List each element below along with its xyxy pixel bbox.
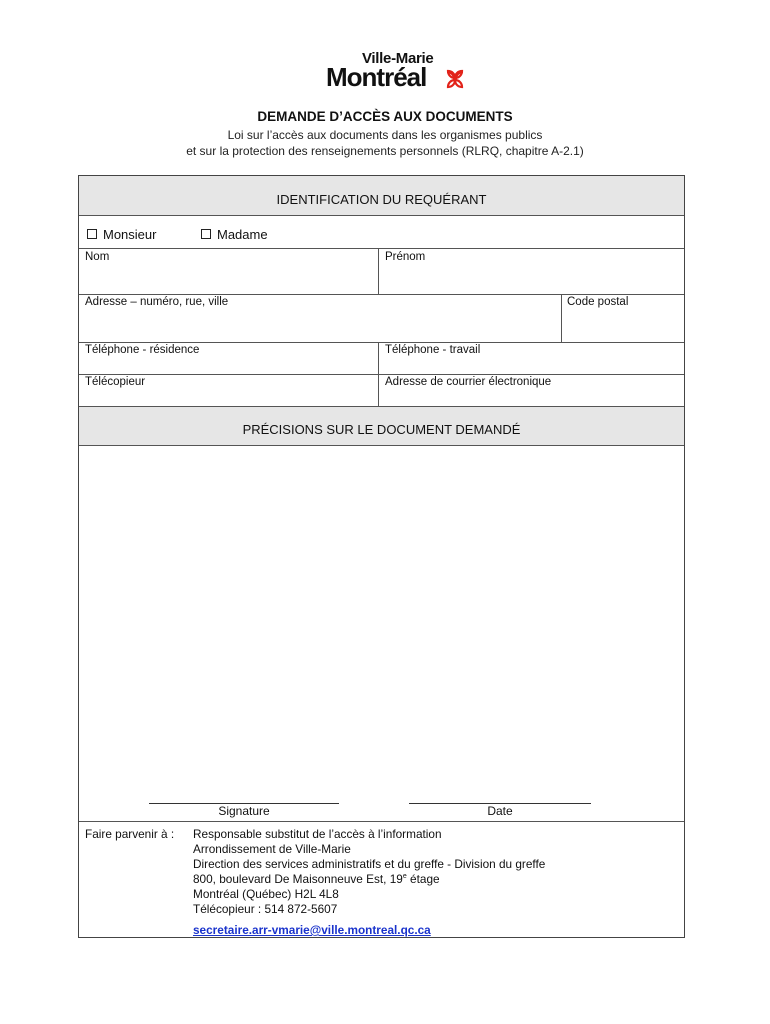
montreal-rose-icon — [442, 66, 468, 92]
monsieur-label: Monsieur — [103, 227, 157, 242]
madame-option[interactable] — [201, 227, 268, 242]
divider — [79, 374, 684, 375]
email-link[interactable]: secretaire.arr-vmarie@ville.montreal.qc.ca — [193, 923, 431, 937]
identification-heading: IDENTIFICATION DU REQUÉRANT — [79, 176, 684, 215]
address-line-4: 800, boulevard De Maisonneuve Est, 19e étage — [193, 872, 440, 886]
address-line-1: Responsable substitut de l’accès à l’information — [193, 827, 442, 841]
divider — [79, 248, 684, 249]
date-label: Date — [487, 804, 513, 818]
signature-label: Signature — [218, 804, 270, 818]
divider — [79, 294, 684, 295]
document-details-area[interactable] — [79, 446, 684, 786]
monsieur-checkbox[interactable] — [87, 229, 97, 239]
madame-checkbox[interactable] — [201, 229, 211, 239]
code-postal-field[interactable]: Code postal — [567, 296, 629, 308]
tel-travail-field[interactable]: Téléphone - travail — [385, 344, 481, 356]
adresse-field[interactable]: Adresse – numéro, rue, ville — [85, 296, 229, 308]
nom-field[interactable]: Nom — [85, 251, 110, 263]
ville-marie-montreal-logo — [326, 50, 468, 94]
request-form — [78, 175, 685, 938]
courriel-field[interactable]: Adresse de courrier électronique — [385, 376, 552, 388]
page-title: DEMANDE D’ACCÈS AUX DOCUMENTS — [257, 109, 513, 124]
divider — [561, 294, 562, 342]
precisions-heading: PRÉCISIONS SUR LE DOCUMENT DEMANDÉ — [79, 407, 684, 445]
logo-city-name: Montréal — [326, 62, 427, 92]
subtitle-line-2: et sur la protection des renseignements personnels (RLRQ, chapitre A-2.1) — [186, 144, 584, 158]
divider — [79, 821, 684, 822]
subtitle-line-1: Loi sur l’accès aux documents dans les organismes publics — [227, 128, 543, 142]
divider — [378, 248, 379, 294]
address-line-2: Arrondissement de Ville-Marie — [193, 842, 351, 856]
address-line-3: Direction des services administratifs et du greffe - Division du greffe — [193, 857, 546, 871]
divider — [79, 342, 684, 343]
prenom-field[interactable]: Prénom — [385, 251, 426, 263]
logo-borough-name: Ville-Marie — [362, 50, 434, 67]
tel-residence-field[interactable]: Téléphone - résidence — [85, 344, 200, 356]
madame-label: Madame — [217, 227, 268, 242]
address-line-6: Télécopieur : 514 872-5607 — [193, 902, 338, 916]
address-line-5: Montréal (Québec) H2L 4L8 — [193, 887, 339, 901]
monsieur-option[interactable] — [87, 227, 156, 242]
telecopieur-field[interactable]: Télécopieur — [85, 376, 146, 388]
faire-parvenir-label: Faire parvenir à : — [85, 827, 175, 841]
divider — [79, 215, 684, 216]
